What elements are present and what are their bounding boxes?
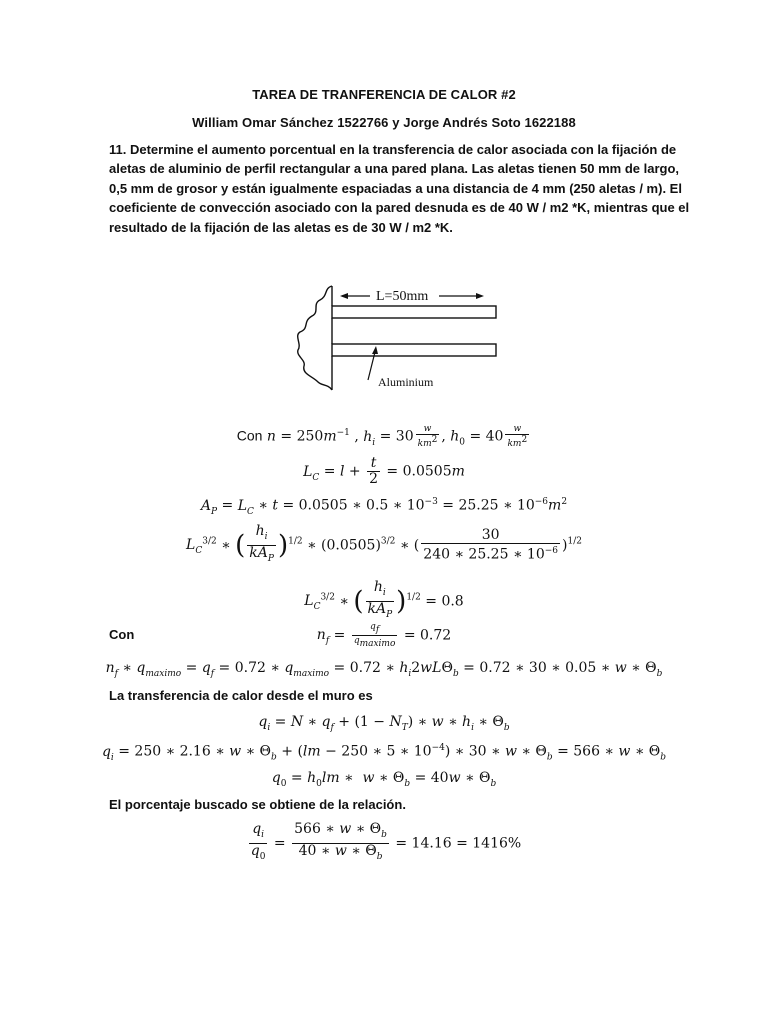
equation-fin-parameter-result: $L_C^{3/2}$ ∗ ( $\frac{h_i}{kA_P}$ )$^{1/2}$ = 0.8	[304, 579, 464, 620]
transfer-label: La transferencia de calor desde el muro es	[109, 688, 373, 703]
equation-bare-wall-heat: $q_0 = h_0lm$ ∗ w ∗ $\Theta_b = 40w$ ∗ $\Theta_b$	[271, 770, 497, 789]
problem-line: 11. Determine el aumento porcentual en la transferencia de calor asociada con la fijación de	[109, 142, 677, 157]
fin-diagram	[294, 278, 504, 398]
document-authors: William Omar Sánchez 1522766 y Jorge Andrés Soto 1622188	[192, 115, 576, 130]
equation-fin-heat: $n_f$ ∗ $q_{maximo} = q_f = 0.72$ ∗ $q_{maximo} = 0.72$ ∗ $h_i2wL\Theta_b = 0.72$ ∗ 30 ∗ 0.05 ∗ w ∗ $\Theta_b$	[105, 660, 663, 679]
equation-fin-efficiency: $n_f$ = $\frac{q_f}{q_{maximo}}$ = 0.72	[316, 622, 452, 649]
length-label: L=50mm	[376, 289, 429, 304]
problem-line: resultado de la fijación de las aletas es de 30 W / m2 *K.	[109, 219, 453, 235]
equation-total-heat-value: $q_i = 250$ ∗ 2.16 ∗ w ∗ $\Theta_b + (lm - 250$ ∗ 5 ∗ $10^{-4}$) ∗ 30 ∗ w ∗ $\Theta_b = 566$ ∗ w ∗ $\Theta_b$	[101, 743, 667, 763]
problem-line: coeficiente de convección asociado con la pared desnuda es de 40 W / m2 *K, mientras que el	[109, 200, 690, 216]
percent-label: El porcentaje buscado se obtiene de la relación.	[109, 797, 406, 812]
equation-fin-parameter: $L_C^{3/2}$ ∗ ( $\frac{h_i}{kA_P}$ )$^{1/2}$ ∗ $(0.0505)^{3/2}$ ∗ ( $\frac{30}{240 ∗ 25.25 ∗ 10^{-6}}$ )$^{1/2}$	[186, 523, 582, 564]
problem-statement	[109, 140, 690, 237]
equation-parameters: Con $n = 250m^{-1}$ , $h_i = 30$ $\frac{w}{km^2}$ , $h_0 = 40$ $\frac{w}{km^2}$	[236, 424, 528, 449]
wall-edge	[298, 286, 332, 390]
fin-bottom	[332, 344, 496, 356]
equation-percentage: $\frac{q_i}{q_0}$ = $\frac{566 ∗ w ∗ \Theta_b}{40 ∗ w ∗ \Theta_b}$ = 14.16 = 1416%	[250, 821, 522, 862]
fin-top	[332, 306, 496, 318]
material-label: Aluminium	[378, 375, 434, 389]
equation-profile-area: $A_P = L_C$ ∗ t = 0.0505 ∗ 0.5 ∗ $10^{-3} = 25.25$ ∗ $10^{-6}m^2$	[200, 497, 568, 517]
document-title: TAREA DE TRANFERENCIA DE CALOR #2	[252, 87, 516, 102]
con-label: Con	[109, 627, 135, 642]
equation-corrected-length: $L_C = l$ + $\frac{t}{2}$ = 0.0505m	[303, 455, 465, 487]
equation-total-heat: $q_i = N$ ∗ $q_f + (1 - N_T)$ ∗ w ∗ $h_i$ ∗ $\Theta_b$	[258, 714, 510, 733]
problem-line: 0,5 mm de grosor y están igualmente espaciadas a una distancia de 4 mm (250 aletas / m). El	[109, 180, 682, 196]
problem-line: aletas de aluminio de perfil rectangular a una pared plana. Las aletas tienen 50 mm de largo,	[109, 161, 680, 177]
